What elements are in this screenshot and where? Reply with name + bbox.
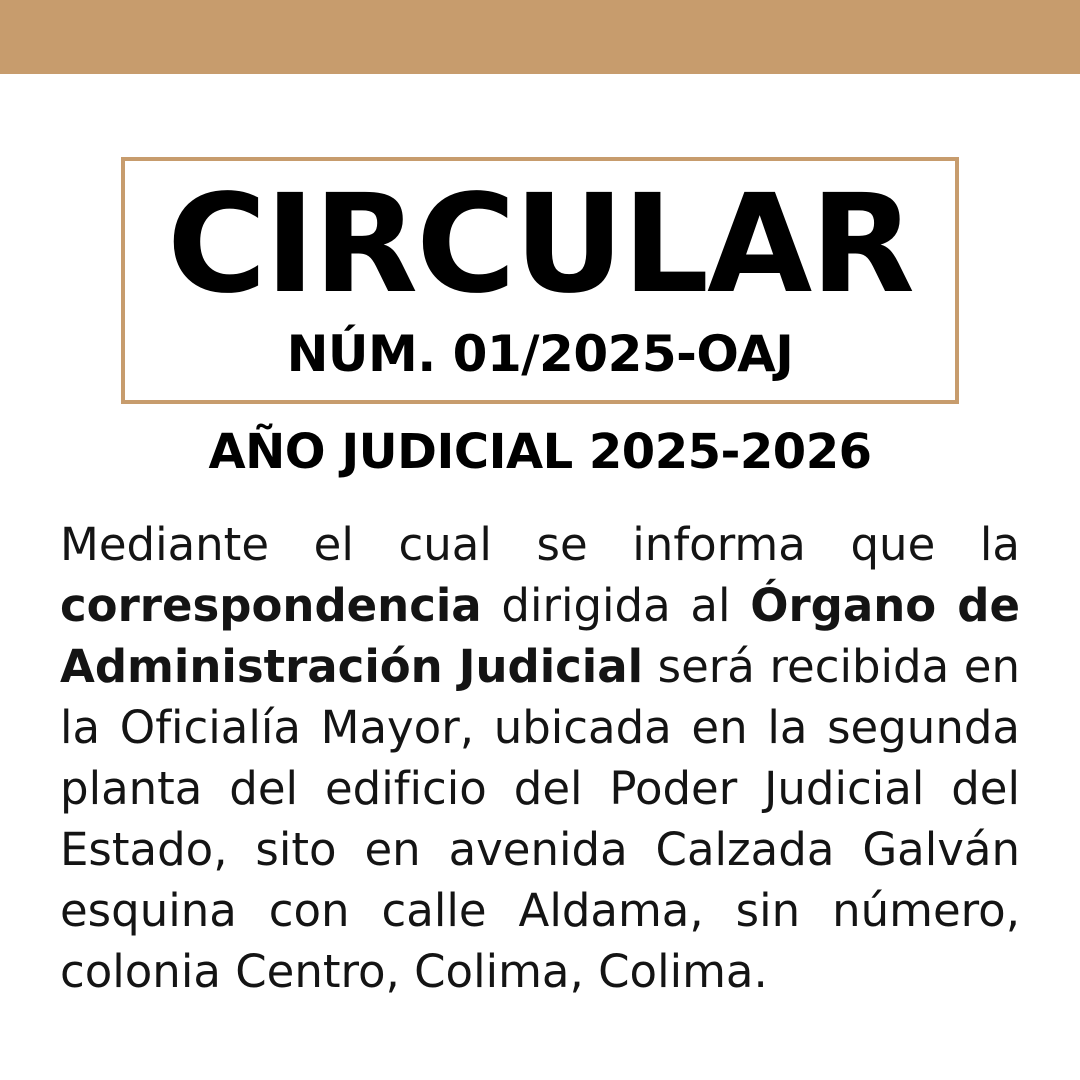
top-accent-band: [0, 0, 1080, 74]
body-paragraph: [0, 514, 1080, 1002]
title-frame: [121, 157, 959, 404]
circular-number: NÚM. 01/2025-OAJ: [286, 325, 794, 383]
body-segment-2: dirigida al: [481, 579, 751, 632]
body-segment-1: Mediante el cual se informa que la: [60, 518, 1020, 571]
body-bold-correspondencia: correspondencia: [60, 579, 482, 632]
body-bold-organo: Órgano de Administración Judicial: [60, 579, 1020, 693]
judicial-year-subtitle: AÑO JUDICIAL 2025-2026: [208, 424, 872, 480]
body-segment-3: será recibida en la Oficialía Mayor, ubicada en la segunda planta del edificio del Poder Judicial del Estado, sito en avenida Calzada Galván esquina con calle Aldama, sin número, colonia Centro, Colima, Colima.: [60, 640, 1020, 998]
page-title: CIRCULAR: [166, 166, 913, 324]
document-content: [0, 74, 1080, 1047]
